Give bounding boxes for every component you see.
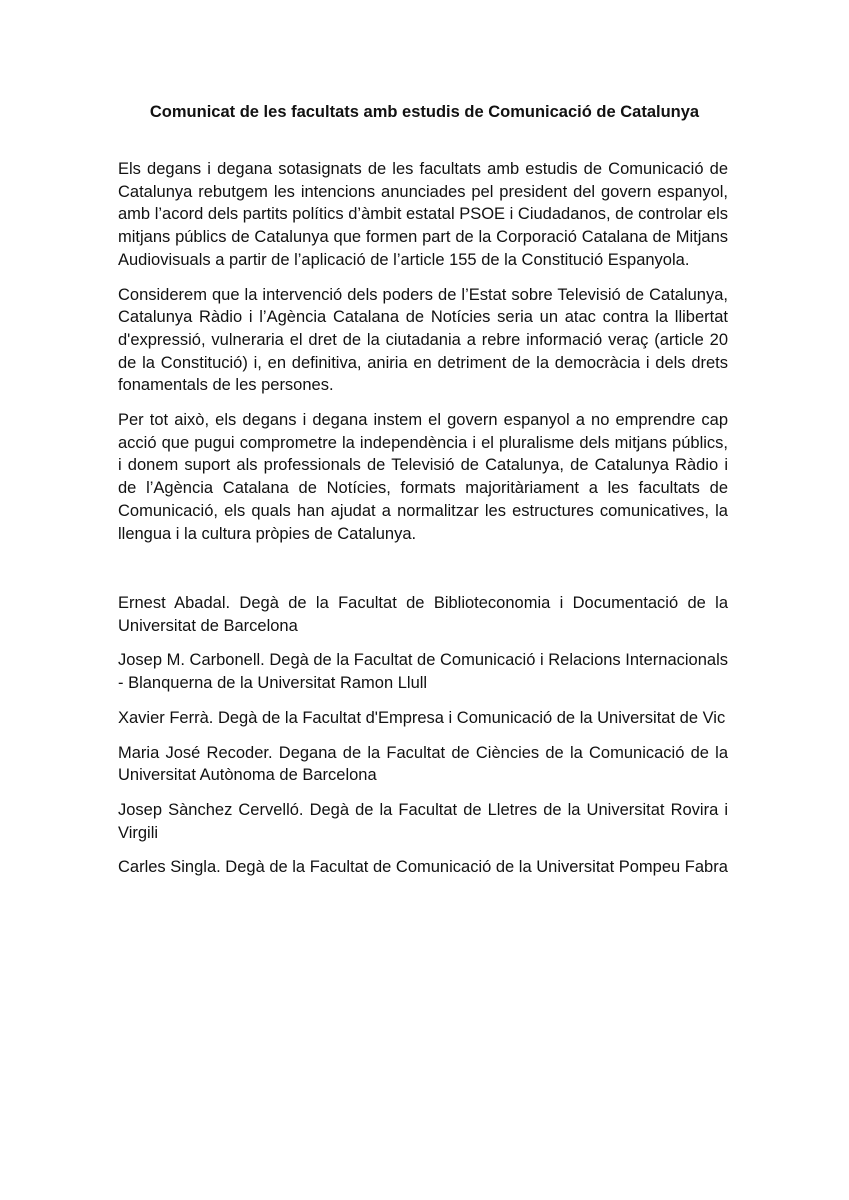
statement-paragraph-2: Considerem que la intervenció dels poders de l’Estat sobre Televisió de Catalunya, Catalunya Ràdio i l’Agència Catalana de Notícies seria un atac contra la llibertat d'expressió, vulneraria el dret de la ciutadania a rebre informació veraç (article 20 de la Constitució) i, en definitiva, aniria en detriment de la democràcia i dels drets fonamentals de les persones.: [118, 285, 728, 395]
statement-body: [118, 158, 728, 557]
signatory-2: Josep M. Carbonell. Degà de la Facultat de Comunicació i Relacions Internacionals - Blanquerna de la Universitat Ramon Llull: [118, 651, 728, 693]
signatory-5: Josep Sànchez Cervelló. Degà de la Facultat de Lletres de la Universitat Rovira i Virgili: [118, 800, 728, 842]
statement-paragraph-3: Per tot això, els degans i degana instem el govern espanyol a no emprendre cap acció que pugui comprometre la independència i el pluralisme dels mitjans públics, i donem suport als professionals de Televisió de Catalunya, de Catalunya Ràdio i de l’Agència Catalana de Notícies, formats majoritàriament a les facultats de Comunicació, els quals han ajudat a normalitzar les estructures comunicatives, la llengua i la cultura pròpies de Catalunya.: [118, 411, 728, 543]
document-title: Comunicat de les facultats amb estudis de Comunicació de Catalunya: [149, 103, 700, 121]
statement-paragraph-1: Els degans i degana sotasignats de les facultats amb estudis de Comunicació de Catalunya rebutgem les intencions anunciades pel president del govern espanyol, amb l’acord dels partits polítics d’àmbit estatal PSOE i Ciudadanos, de controlar els mitjans públics de Catalunya que formen part de la Corporació Catalana de Mitjans Audiovisuals a partir de l’aplicació de l’article 155 de la Constitució Espanyola.: [118, 160, 728, 269]
signatory-3: Xavier Ferrà. Degà de la Facultat d'Empresa i Comunicació de la Universitat de Vic: [118, 708, 726, 727]
signatory-1: Ernest Abadal. Degà de la Facultat de Biblioteconomia i Documentació de la Universitat de Barcelona: [118, 594, 728, 635]
signatory-4: Maria José Recoder. Degana de la Facultat de Ciències de la Comunicació de la Universitat Autònoma de Barcelona: [118, 743, 728, 785]
signatories-list: [118, 592, 728, 891]
signatory-6: Carles Singla. Degà de la Facultat de Comunicació de la Universitat Pompeu Fabra: [118, 858, 728, 877]
